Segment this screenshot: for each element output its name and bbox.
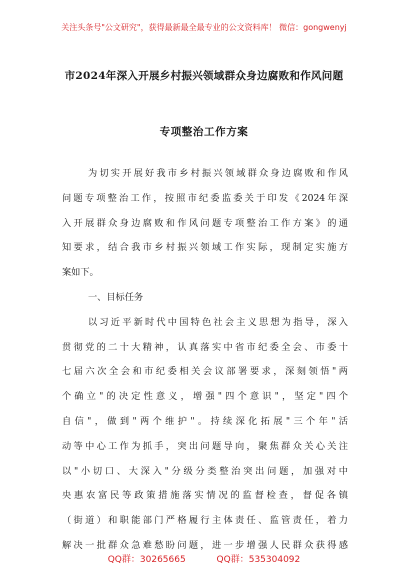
document-title: 市2024年深入开展乡村振兴领域群众身边腐败和作风问题 [64, 70, 344, 82]
section-line: 个确立"的决定性意义，增强"四个意识"，坚定"四个 [62, 391, 348, 402]
intro-line: 入开展群众身边腐败和作风问题专项整治工作方案》的通 [62, 218, 348, 229]
header-banner: 关注头条号"公文研究"，获得最新最全最专业的公文资料库！ 微信：gongwenyj [61, 23, 347, 32]
section-line: 央惠农富民等政策措施落实情况的监督检查，督促各镇 [62, 490, 348, 501]
section-line: 动等中心工作为抓手，突出问题导向，聚焦群众关心关注 [62, 441, 348, 452]
section-line: 以"小切口、大深入"分级分类整治突出问题，加强对中 [62, 466, 348, 477]
section-heading: 一、目标任务 [88, 292, 144, 303]
intro-line: 问题专项整治工作，按照市纪委监委关于印发《2024年深 [62, 193, 348, 204]
intro-line: 为切实开展好我市乡村振兴领域群众身边腐败和作风 [88, 168, 348, 179]
section-line: 以习近平新时代中国特色社会主义思想为指导，深入 [88, 317, 348, 328]
intro-line: 案如下。 [62, 267, 99, 278]
section-line: 贯彻党的二十大精神，认真落实中省市纪委全会、市委十 [62, 342, 348, 353]
footer-contact: QQ群：30265665 QQ群：535304092 [107, 555, 301, 565]
section-line: 自信"，做到"两个维护"。持续深化拓展"三个年"活 [62, 416, 348, 427]
section-line: （街道）和职能部门严格履行主体责任、监管责任，着力 [62, 515, 348, 526]
section-line: 解决一批群众急难愁盼问题，进一步增强人民群众获得感 [62, 540, 348, 551]
section-line: 七届六次全会和市纪委相关会议部署要求，深刻领悟"两 [62, 366, 348, 377]
document-subtitle: 专项整治工作方案 [159, 126, 249, 138]
intro-line: 知要求，结合我市乡村振兴领域工作实际，现制定实施方 [62, 242, 348, 253]
